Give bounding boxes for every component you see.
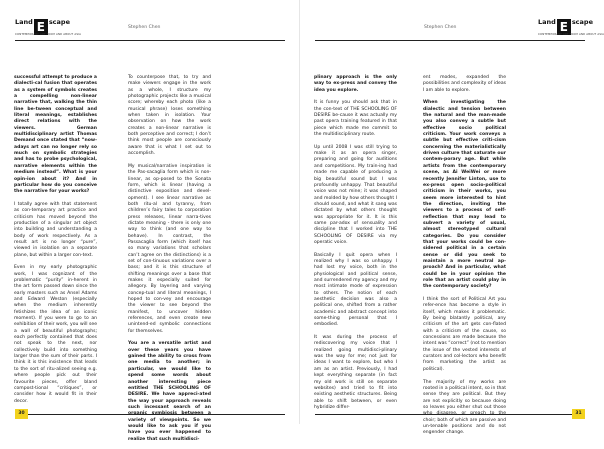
footer-rule bbox=[15, 414, 285, 415]
paragraph: My musical/narrative inspiration is the Pas-sacaglia form which is non-linear, as op-posed to the Sonata form, which is linear (having a distinctive exposition and devel-opment). I see linear narrative as both ritu-al and tyranny, from children’s fairy tales to corporation press releases, linear narra-tives dictate meaning - there is only one way to think (and one way to behave). In contrast, the Passacaglia form (which itself has so many variations that scholars can’t agree on the distinctions) is a set of con-tinuous variations over a bass; and it is this structure of shifting meanings over a base that makes it especially suited for allegory. By layering and varying concep-tual and literal meanings, I hoped to con-vey and encourage the viewer to see beyond the manifest, to uncover hidden references, and even create new unintend-ed symbolic connections for themselves. bbox=[128, 163, 211, 334]
logo-text-left: Land bbox=[538, 18, 556, 26]
paragraph: You are a versatile artist and over these years you have gained the ability to cross from one media to another; in particular, we would like to spend some words about another interesting piece entitled THE SCHOOLING OF DESIRE. We have appreci-ated the way your approach reveals such incessant search of an variety of viewpoints. So we would like to ask you if you have you ever happened to realize that such multidisci- bbox=[128, 341, 211, 442]
left-page bbox=[0, 0, 300, 442]
paragraph: To counterpose that, to try and make viewers engage in the work as a whole, I structure my photographic projects like a musical score; whereby each photo (like a musical phrase) loses something when taken in isolation. Your observation on how the work creates a non-linear narrative is both perceptive and correct; I don’t think most people are consciously aware that is what I set out to accomplish. bbox=[128, 75, 211, 157]
paragraph: When investigating the dialectic and tension between the natural and the man-made you also convey a subtle but effective socio political criticism. Your work conveys a subtle but effective criti-cism concerning the materialistically driven culture that saturate our contem-porary age. But while artists from the contemporary scene, as Ai WeiWei or more recently Jennifer Linton, use to ex-press open socio-political criticism in their works, you seem more interested to hint the direction, inviting the viewers to a process of self-reflection that may lead to subvert a variety of usual, almost stereotyped cultural categories. Do you consider that your works could be con-sidered political in a certain sense or did you seek to maintain a more neutral ap-proach? And in particular, what could be in your opinion the role that an artist could play in the contemporary society? bbox=[423, 100, 506, 290]
running-header-author: Stephen Chen bbox=[424, 25, 457, 30]
paragraph: The majority of my works are rooted in a political intent, so in that sense they are political. But they are not explicitly so because doing so leaves you either shut out those choir; both of which are passive and un-tenable positions and do not engender change. bbox=[423, 379, 507, 436]
paragraph: I think the sort of Political Art you refer-ence has become a style in itself, which makes it problematic. By being blatantly political, any criticism of the art gets con-flated with a criticism of the cause, so concessions are made because the intent was “correct” (not to mention the issue of the vested interests of curators and col-lectors who benefit from marketing the artist as political). bbox=[423, 297, 506, 372]
header-rule bbox=[15, 40, 285, 41]
right-page-column-1 bbox=[314, 75, 397, 418]
left-page-column-2 bbox=[128, 75, 211, 449]
header-rule bbox=[315, 40, 585, 41]
paragraph: It was during the process of rediscovering my voice that I realized going multidisci-plinary was the way for me; not just for ideas I want to explore, but who I am as an artist. Previously, I had kept everything separate (in fact my old work is still on separate websites) and tried to fit into existing aesthetic structures. Being able to shift between, or even hybridize differ- bbox=[314, 335, 397, 410]
right-page-column-2 bbox=[423, 75, 506, 443]
logo-letter: E bbox=[34, 19, 48, 35]
running-header-author: Stephen Chen bbox=[128, 25, 161, 30]
logo-letter: E bbox=[557, 19, 571, 35]
paragraph: Basically I quit opera when I realized why I was so unhappy. I had lost my voice, both in the physiological and political sense, and surrendered my agency and my most intimate mode of expression to others. The notion of each aesthetic decision was also a political one, shifted from a rather academic and abstract concept into some-thing personal that I embodied. bbox=[314, 252, 397, 328]
footer-rule bbox=[315, 414, 585, 415]
right-page bbox=[300, 0, 604, 436]
magazine-logo bbox=[538, 18, 604, 36]
paragraph: plinary approach is the only way to ex-press and convey the idea you explore. bbox=[314, 75, 397, 93]
paragraph: successful attempt to produce a dialecti-cal fusion that operates as a system of symbols creates a compelling non-linear narrative that, walking the thin line be-tween conceptual and literal meanings, establishes direct relations with the viewers. German multidisciplinary artist Thomas Demand once stated that “now-adays art can no longer rely so much on symbolic strategies and has to probe psychological, narrative elements within the medium instead”. What is your opin-ion about it? And in particular how do you conceive the narrative for your works? bbox=[14, 75, 97, 195]
paragraph: Up until 2008 I was still trying to make it as an opera singer, preparing and going for auditions and competitions. My train-ing had made me capable of producing a big beautiful sound but I was profoundly unhappy. That beautiful voice was not mine; it was shaped and molded by how others thought I should sound, and what it sang was dictated by what others thought was appropriate for it. It is this same par-adox of sensuality and discipline that I worked into THE SCHOOLING OF DESIRE via my operatic voice. bbox=[314, 144, 397, 245]
page-number: 30 bbox=[15, 409, 28, 419]
logo-subtitle: CONTEMPORARY ART FROM AND ABOUT ASIA bbox=[538, 33, 604, 36]
magazine-logo bbox=[15, 18, 82, 36]
paragraph: ent modes, expanded the possibilities and complexity of ideas I am able to explore. bbox=[423, 75, 506, 93]
paragraph: Even in my early photographic work, I was cognizant of the problematic “purity” in-herent in the art form passed down since the early masters such as Ansel Adams and Edward Weston (especially when the medium inherently fetishizes the idea of an iconic moment). If you were to go to an exhibition of their work, you will see a wall of beautiful photographs; each perfectly contained that does not speak to the next, nor collectively build into something larger than the sum of their parts. I think it is this insistence that leads to the sort of ritu-alized seeing e.g. where people pick out their favourite pieces, offer bland compost-tional “critiques”, or consider how it would fit in their decor. bbox=[14, 265, 97, 404]
logo-text-left: Land bbox=[15, 18, 33, 26]
paragraph: It is funny you should ask that in the con-text of THE SCHOOLING OF DESIRE be-cause it was actually my past opera training featured in that piece which made me commit to the multidisciplinary route. bbox=[314, 100, 397, 138]
logo-text-right: scape bbox=[48, 18, 70, 26]
logo-text-right: scape bbox=[571, 18, 593, 26]
page-number: 31 bbox=[572, 409, 585, 419]
paragraph: I totally agree with that statement as con-temporary art practice and criticism has moved beyond the production of a singular art object into building and understanding a body of work respectively. As a result art is no longer “pure”, viewed in isolation on a separate plane, but within a larger con-text. bbox=[14, 201, 97, 258]
logo-subtitle: CONTEMPORARY ART FROM AND ABOUT ASIA bbox=[15, 33, 82, 36]
left-page-column-1 bbox=[14, 75, 97, 411]
